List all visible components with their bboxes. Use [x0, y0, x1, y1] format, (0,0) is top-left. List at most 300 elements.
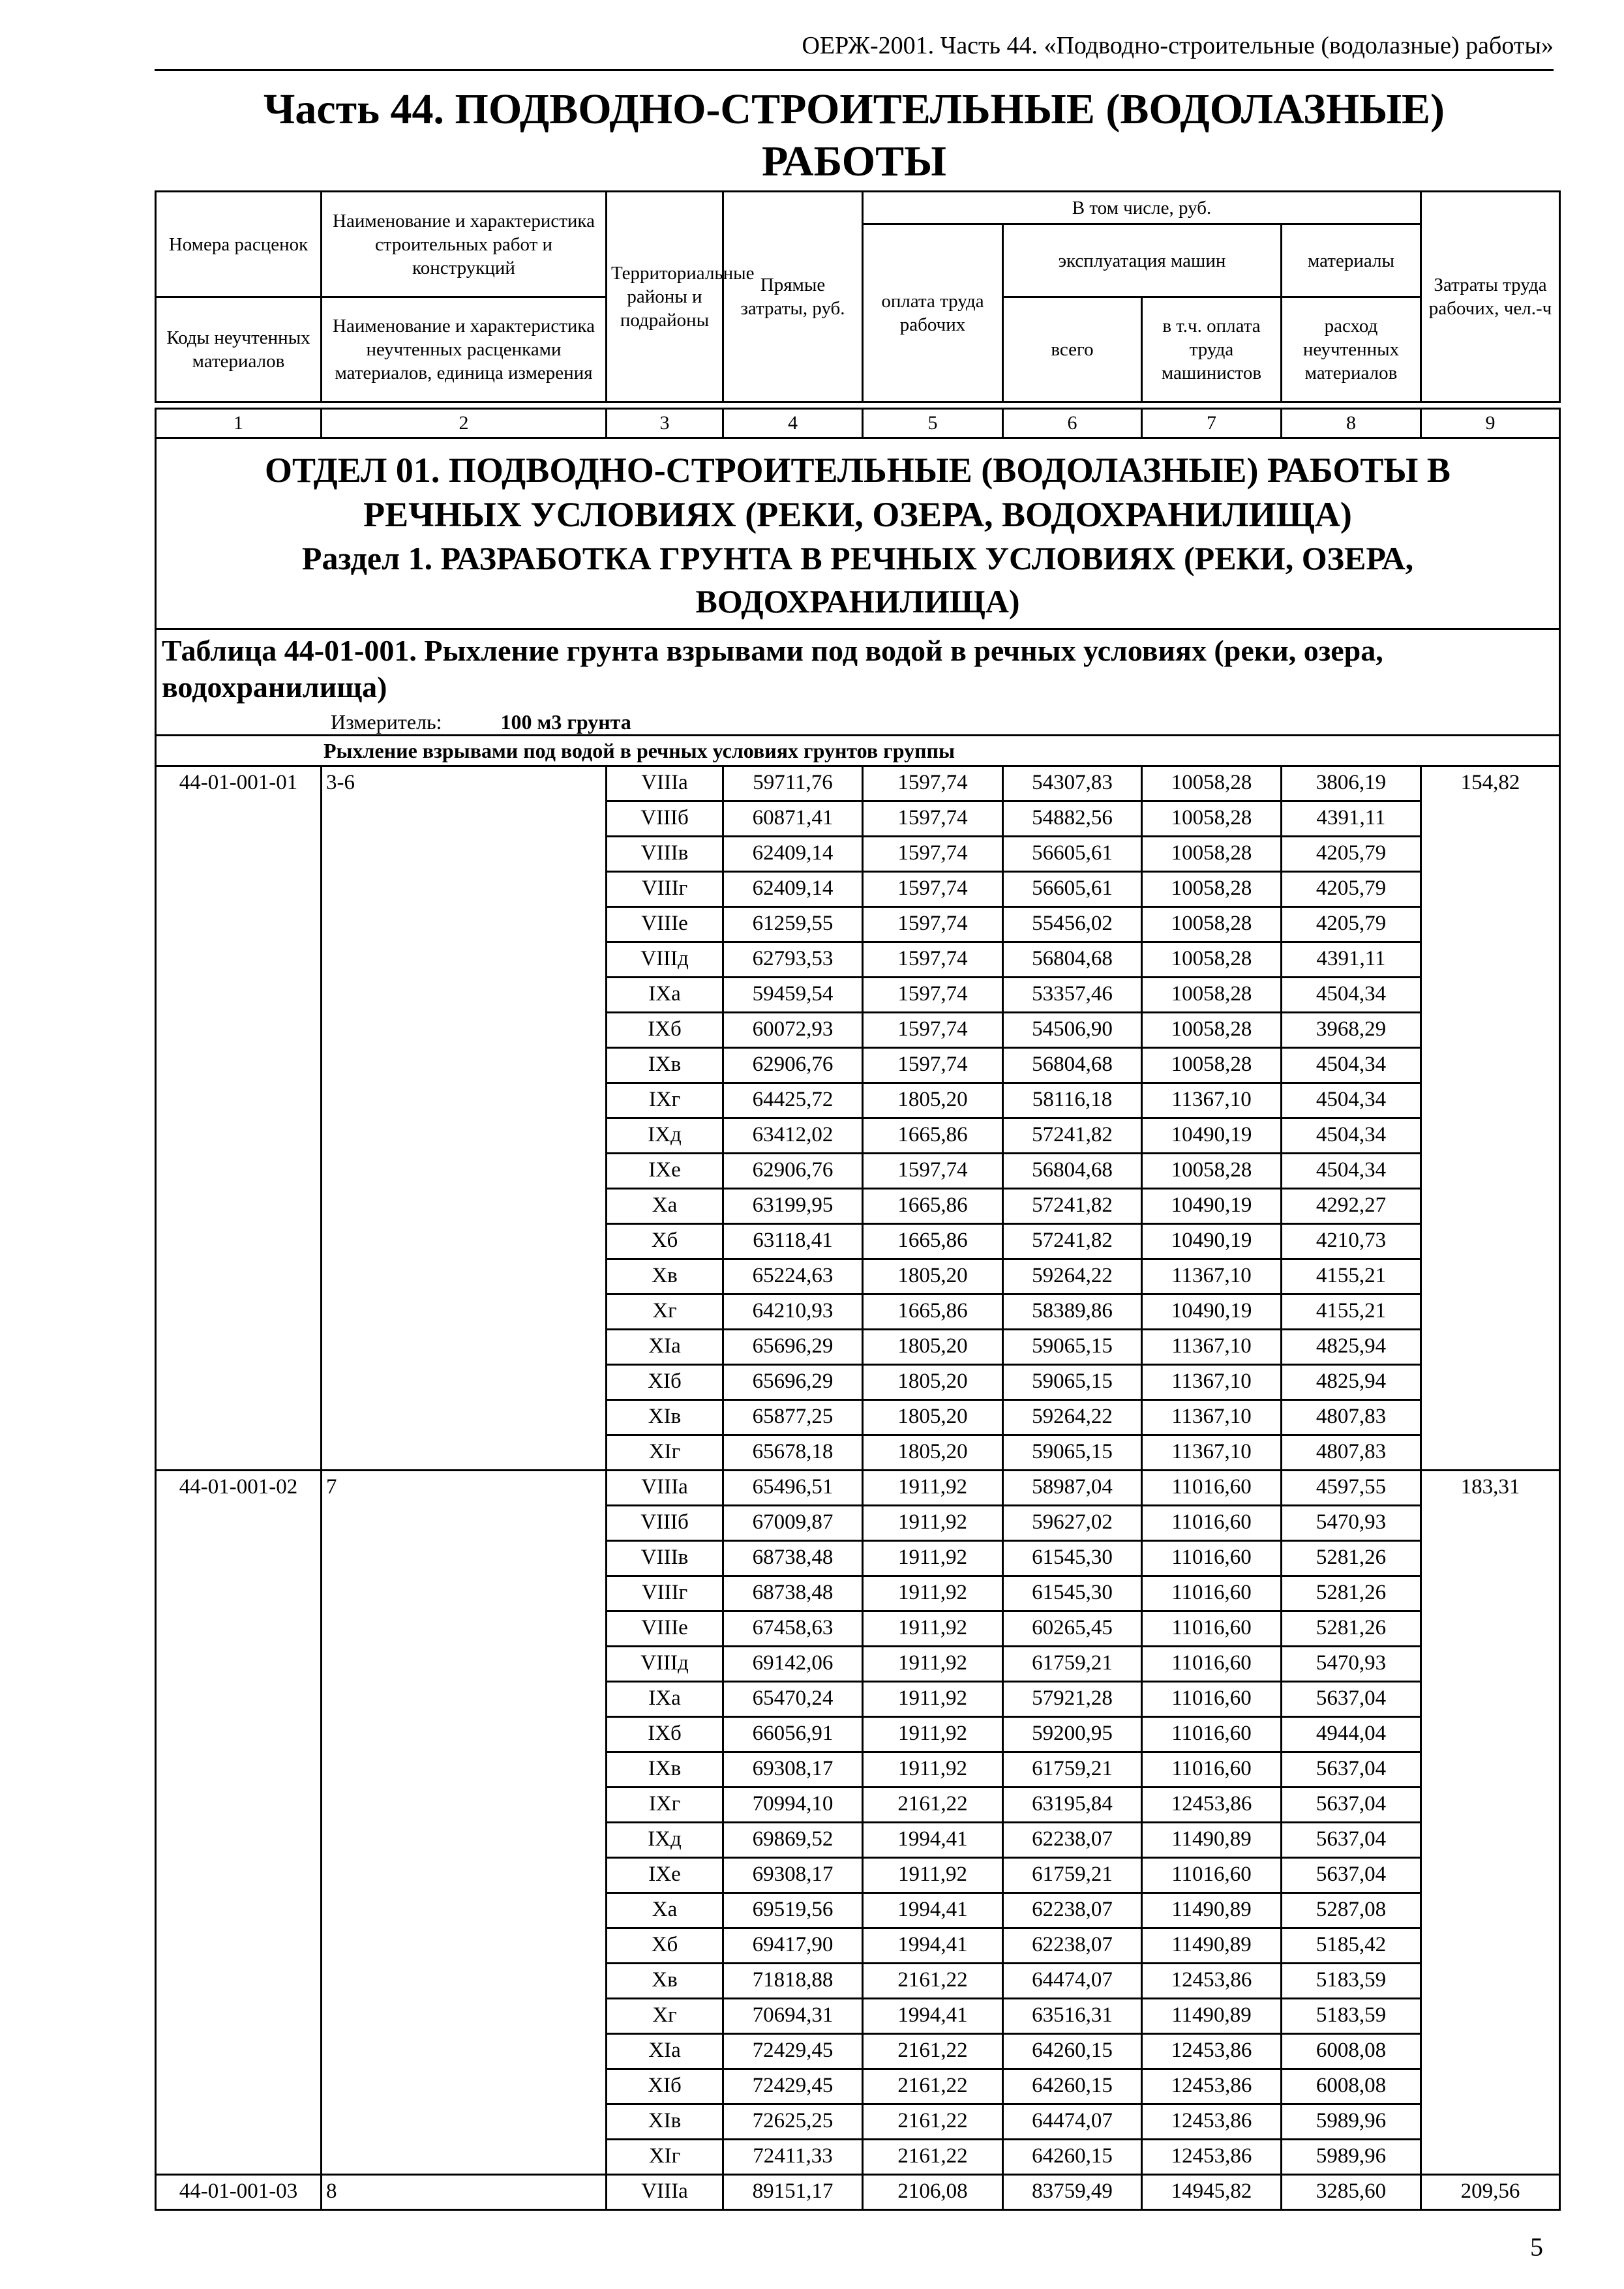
direct-costs-cell: 63199,95: [723, 1189, 863, 1224]
labor-costs-cell: 154,82: [1421, 766, 1560, 1471]
materials-cell: 4391,11: [1282, 942, 1421, 978]
materials-cell: 4210,73: [1282, 1224, 1421, 1259]
materials-cell: 4807,83: [1282, 1435, 1421, 1471]
direct-costs-cell: 59711,76: [723, 766, 863, 801]
direct-costs-cell: 70994,10: [723, 1788, 863, 1823]
worker-pay-cell: 1597,74: [863, 1013, 1003, 1048]
territory-cell: IXб: [607, 1717, 723, 1752]
machines-total-cell: 59264,22: [1003, 1400, 1142, 1435]
machines-total-cell: 64474,07: [1003, 2104, 1142, 2140]
materials-cell: 4825,94: [1282, 1365, 1421, 1400]
materials-cell: 5637,04: [1282, 1752, 1421, 1788]
direct-costs-cell: 62906,76: [723, 1048, 863, 1083]
operators-pay-cell: 11016,60: [1142, 1541, 1282, 1576]
worker-pay-cell: 2161,22: [863, 2069, 1003, 2104]
territory-cell: IXе: [607, 1154, 723, 1189]
worker-pay-cell: 1805,20: [863, 1330, 1003, 1365]
direct-costs-cell: 65678,18: [723, 1435, 863, 1471]
col-header-direct-costs: Прямые затраты, руб.: [723, 192, 863, 402]
worker-pay-cell: 2106,08: [863, 2175, 1003, 2210]
direct-costs-cell: 67009,87: [723, 1506, 863, 1541]
column-number: 1: [156, 409, 322, 438]
page-number: 5: [1530, 2232, 1543, 2262]
territory-cell: VIIIд: [607, 1647, 723, 1682]
territory-cell: IXг: [607, 1083, 723, 1118]
worker-pay-cell: 1911,92: [863, 1576, 1003, 1611]
operators-pay-cell: 11016,60: [1142, 1576, 1282, 1611]
column-number: 4: [723, 409, 863, 438]
machines-total-cell: 58389,86: [1003, 1294, 1142, 1330]
col-header-machines-total: всего: [1003, 297, 1142, 402]
machines-total-cell: 53357,46: [1003, 978, 1142, 1013]
department-line-1: ОТДЕЛ 01. ПОДВОДНО-СТРОИТЕЛЬНЫЕ (ВОДОЛАЗНЫЕ) РАБОТЫ В: [265, 451, 1451, 490]
direct-costs-cell: 64425,72: [723, 1083, 863, 1118]
materials-cell: 4504,34: [1282, 1118, 1421, 1154]
worker-pay-cell: 1911,92: [863, 1471, 1003, 1506]
operators-pay-cell: 12453,86: [1142, 2034, 1282, 2069]
worker-pay-cell: 1597,74: [863, 1154, 1003, 1189]
operators-pay-cell: 11367,10: [1142, 1330, 1282, 1365]
operators-pay-cell: 11016,60: [1142, 1506, 1282, 1541]
materials-cell: 5637,04: [1282, 1788, 1421, 1823]
territory-cell: XIб: [607, 1365, 723, 1400]
title-line-2: РАБОТЫ: [762, 138, 946, 185]
operators-pay-cell: 10058,28: [1142, 837, 1282, 872]
operators-pay-cell: 10490,19: [1142, 1118, 1282, 1154]
operators-pay-cell: 11016,60: [1142, 1647, 1282, 1682]
materials-cell: 5281,26: [1282, 1541, 1421, 1576]
materials-cell: 5281,26: [1282, 1611, 1421, 1647]
machines-total-cell: 62238,07: [1003, 1893, 1142, 1928]
operators-pay-cell: 11490,89: [1142, 1823, 1282, 1858]
col-header-material-names: Наименование и характеристика неучтенных расценками материалов, единица измерения: [322, 297, 607, 402]
machines-total-cell: 57921,28: [1003, 1682, 1142, 1717]
direct-costs-cell: 69142,06: [723, 1647, 863, 1682]
machines-total-cell: 62238,07: [1003, 1823, 1142, 1858]
territory-cell: VIIIб: [607, 801, 723, 837]
worker-pay-cell: 1597,74: [863, 907, 1003, 942]
materials-cell: 4391,11: [1282, 801, 1421, 837]
table-caption-cell: [156, 629, 1560, 736]
territory-cell: Xа: [607, 1189, 723, 1224]
column-number: 6: [1003, 409, 1142, 438]
worker-pay-cell: 2161,22: [863, 1964, 1003, 1999]
group-heading: Рыхление взрывами под водой в речных условиях грунтов группы: [156, 736, 1560, 766]
column-number: 7: [1142, 409, 1282, 438]
title-line-1: Часть 44. ПОДВОДНО-СТРОИТЕЛЬНЫЕ (ВОДОЛАЗНЫЕ): [263, 85, 1445, 133]
machines-total-cell: 58987,04: [1003, 1471, 1142, 1506]
machines-total-cell: 61545,30: [1003, 1541, 1142, 1576]
territory-cell: XIб: [607, 2069, 723, 2104]
direct-costs-cell: 60072,93: [723, 1013, 863, 1048]
operators-pay-cell: 10058,28: [1142, 801, 1282, 837]
direct-costs-cell: 60871,41: [723, 801, 863, 837]
territory-cell: VIIIе: [607, 1611, 723, 1647]
worker-pay-cell: 1911,92: [863, 1858, 1003, 1893]
operators-pay-cell: 11490,89: [1142, 1999, 1282, 2034]
table-row: [156, 1471, 1560, 1506]
direct-costs-cell: 72411,33: [723, 2140, 863, 2175]
col-header-operators-pay: в т.ч. оплата труда машинистов: [1142, 297, 1282, 402]
machines-total-cell: 57241,82: [1003, 1189, 1142, 1224]
machines-total-cell: 59065,15: [1003, 1365, 1142, 1400]
territory-cell: VIIIв: [607, 1541, 723, 1576]
worker-pay-cell: 2161,22: [863, 1788, 1003, 1823]
direct-costs-cell: 65224,63: [723, 1259, 863, 1294]
machines-total-cell: 58116,18: [1003, 1083, 1142, 1118]
worker-pay-cell: 1994,41: [863, 1928, 1003, 1964]
col-header-rate-numbers: Номера расценок: [156, 192, 322, 297]
materials-cell: 4504,34: [1282, 1048, 1421, 1083]
materials-cell: 3968,29: [1282, 1013, 1421, 1048]
operators-pay-cell: 11367,10: [1142, 1435, 1282, 1471]
col-header-work-name: Наименование и характеристика строительных работ и конструкций: [322, 192, 607, 297]
operators-pay-cell: 11490,89: [1142, 1928, 1282, 1964]
materials-cell: 5183,59: [1282, 1999, 1421, 2034]
materials-cell: 5637,04: [1282, 1682, 1421, 1717]
machines-total-cell: 56605,61: [1003, 872, 1142, 907]
machines-total-cell: 56804,68: [1003, 942, 1142, 978]
worker-pay-cell: 1805,20: [863, 1400, 1003, 1435]
operators-pay-cell: 12453,86: [1142, 2069, 1282, 2104]
territory-cell: Xб: [607, 1224, 723, 1259]
materials-cell: 5287,08: [1282, 1893, 1421, 1928]
direct-costs-cell: 68738,48: [723, 1541, 863, 1576]
running-header: ОЕРЖ-2001. Часть 44. «Подводно-строительные (водолазные) работы»: [155, 26, 1554, 71]
rate-code: 44-01-001-02: [156, 1471, 322, 2175]
territory-cell: XIа: [607, 2034, 723, 2069]
column-number: 8: [1282, 409, 1421, 438]
operators-pay-cell: 10058,28: [1142, 1013, 1282, 1048]
machines-total-cell: 59627,02: [1003, 1506, 1142, 1541]
rates-table: [155, 190, 1561, 2211]
machines-total-cell: 60265,45: [1003, 1611, 1142, 1647]
operators-pay-cell: 12453,86: [1142, 2104, 1282, 2140]
direct-costs-cell: 65470,24: [723, 1682, 863, 1717]
territory-cell: VIIIа: [607, 1471, 723, 1506]
col-header-machines: эксплуатация машин: [1003, 224, 1282, 297]
territory-cell: Xг: [607, 1294, 723, 1330]
direct-costs-cell: 65496,51: [723, 1471, 863, 1506]
materials-cell: 5281,26: [1282, 1576, 1421, 1611]
operators-pay-cell: 11367,10: [1142, 1400, 1282, 1435]
department-line-2: РЕЧНЫХ УСЛОВИЯХ (РЕКИ, ОЗЕРА, ВОДОХРАНИЛИЩА): [363, 495, 1352, 534]
worker-pay-cell: 1994,41: [863, 1893, 1003, 1928]
territory-cell: IXг: [607, 1788, 723, 1823]
direct-costs-cell: 72429,45: [723, 2069, 863, 2104]
operators-pay-cell: 11016,60: [1142, 1682, 1282, 1717]
worker-pay-cell: 1665,86: [863, 1294, 1003, 1330]
direct-costs-cell: 72625,25: [723, 2104, 863, 2140]
column-number: 3: [607, 409, 723, 438]
operators-pay-cell: 12453,86: [1142, 1964, 1282, 1999]
territory-cell: IXд: [607, 1823, 723, 1858]
table-body: [156, 766, 1560, 2210]
operators-pay-cell: 10058,28: [1142, 1154, 1282, 1189]
territory-cell: XIв: [607, 2104, 723, 2140]
materials-cell: 4504,34: [1282, 1083, 1421, 1118]
section-line-1: Раздел 1. РАЗРАБОТКА ГРУНТА В РЕЧНЫХ УСЛОВИЯХ (РЕКИ, ОЗЕРА,: [301, 540, 1414, 576]
operators-pay-cell: 10058,28: [1142, 1048, 1282, 1083]
worker-pay-cell: 1805,20: [863, 1435, 1003, 1471]
operators-pay-cell: 14945,82: [1142, 2175, 1282, 2210]
machines-total-cell: 61759,21: [1003, 1858, 1142, 1893]
materials-cell: 5989,96: [1282, 2104, 1421, 2140]
operators-pay-cell: 10058,28: [1142, 766, 1282, 801]
direct-costs-cell: 65696,29: [723, 1330, 863, 1365]
col-header-materials: материалы: [1282, 224, 1421, 297]
machines-total-cell: 55456,02: [1003, 907, 1142, 942]
machines-total-cell: 62238,07: [1003, 1928, 1142, 1964]
direct-costs-cell: 70694,31: [723, 1999, 863, 2034]
page-title: [155, 83, 1554, 188]
machines-total-cell: 59065,15: [1003, 1330, 1142, 1365]
direct-costs-cell: 69308,17: [723, 1858, 863, 1893]
column-number: 2: [322, 409, 607, 438]
worker-pay-cell: 2161,22: [863, 2140, 1003, 2175]
materials-cell: 4155,21: [1282, 1259, 1421, 1294]
materials-cell: 5989,96: [1282, 2140, 1421, 2175]
machines-total-cell: 56804,68: [1003, 1154, 1142, 1189]
machines-total-cell: 64474,07: [1003, 1964, 1142, 1999]
measure-line: [157, 710, 1559, 734]
section-line-2: ВОДОХРАНИЛИЩА): [695, 583, 1020, 620]
territory-cell: VIIIа: [607, 2175, 723, 2210]
operators-pay-cell: 10490,19: [1142, 1224, 1282, 1259]
direct-costs-cell: 72429,45: [723, 2034, 863, 2069]
territory-cell: IXв: [607, 1048, 723, 1083]
materials-cell: 4292,27: [1282, 1189, 1421, 1224]
worker-pay-cell: 1911,92: [863, 1541, 1003, 1576]
materials-cell: 4504,34: [1282, 978, 1421, 1013]
operators-pay-cell: 10490,19: [1142, 1294, 1282, 1330]
measure-value: 100 м3 грунта: [500, 710, 631, 734]
machines-total-cell: 61759,21: [1003, 1752, 1142, 1788]
territory-cell: IXа: [607, 1682, 723, 1717]
worker-pay-cell: 1911,92: [863, 1717, 1003, 1752]
operators-pay-cell: 10058,28: [1142, 907, 1282, 942]
operators-pay-cell: 11367,10: [1142, 1365, 1282, 1400]
materials-cell: 4155,21: [1282, 1294, 1421, 1330]
table-caption: Таблица 44-01-001. Рыхление грунта взрывами под водой в речных условиях (реки, озера, водохранилища): [162, 634, 1383, 704]
labor-costs-cell: 183,31: [1421, 1471, 1560, 2175]
machines-total-cell: 59065,15: [1003, 1435, 1142, 1471]
materials-cell: 4504,34: [1282, 1154, 1421, 1189]
territory-cell: VIIIг: [607, 1576, 723, 1611]
machines-total-cell: 54506,90: [1003, 1013, 1142, 1048]
soil-group: 8: [322, 2175, 607, 2210]
machines-total-cell: 61759,21: [1003, 1647, 1142, 1682]
rate-code: 44-01-001-01: [156, 766, 322, 1471]
column-number: 5: [863, 409, 1003, 438]
machines-total-cell: 64260,15: [1003, 2034, 1142, 2069]
col-header-labor-costs: Затраты труда рабочих, чел.-ч: [1421, 192, 1560, 402]
column-number: 9: [1421, 409, 1560, 438]
direct-costs-cell: 59459,54: [723, 978, 863, 1013]
table-row: [156, 766, 1560, 801]
territory-cell: IXа: [607, 978, 723, 1013]
worker-pay-cell: 1911,92: [863, 1611, 1003, 1647]
direct-costs-cell: 62906,76: [723, 1154, 863, 1189]
direct-costs-cell: 64210,93: [723, 1294, 863, 1330]
machines-total-cell: 57241,82: [1003, 1118, 1142, 1154]
territory-cell: VIIIб: [607, 1506, 723, 1541]
operators-pay-cell: 11490,89: [1142, 1893, 1282, 1928]
machines-total-cell: 64260,15: [1003, 2140, 1142, 2175]
worker-pay-cell: 1911,92: [863, 1506, 1003, 1541]
direct-costs-cell: 89151,17: [723, 2175, 863, 2210]
worker-pay-cell: 1805,20: [863, 1259, 1003, 1294]
materials-cell: 5637,04: [1282, 1858, 1421, 1893]
machines-total-cell: 59264,22: [1003, 1259, 1142, 1294]
worker-pay-cell: 1597,74: [863, 837, 1003, 872]
territory-cell: VIIIг: [607, 872, 723, 907]
worker-pay-cell: 1597,74: [863, 942, 1003, 978]
materials-cell: 6008,08: [1282, 2069, 1421, 2104]
materials-cell: 5185,42: [1282, 1928, 1421, 1964]
operators-pay-cell: 10490,19: [1142, 1189, 1282, 1224]
operators-pay-cell: 11016,60: [1142, 1858, 1282, 1893]
direct-costs-cell: 67458,63: [723, 1611, 863, 1647]
machines-total-cell: 54307,83: [1003, 766, 1142, 801]
operators-pay-cell: 11016,60: [1142, 1471, 1282, 1506]
machines-total-cell: 63516,31: [1003, 1999, 1142, 2034]
materials-cell: 4205,79: [1282, 872, 1421, 907]
column-numbers-row: [156, 409, 1560, 438]
machines-total-cell: 56605,61: [1003, 837, 1142, 872]
territory-cell: IXд: [607, 1118, 723, 1154]
worker-pay-cell: 1597,74: [863, 766, 1003, 801]
rate-code: 44-01-001-03: [156, 2175, 322, 2210]
operators-pay-cell: 10058,28: [1142, 872, 1282, 907]
territory-cell: XIг: [607, 2140, 723, 2175]
soil-group: 7: [322, 1471, 607, 2175]
territory-cell: VIIIе: [607, 907, 723, 942]
materials-cell: 4807,83: [1282, 1400, 1421, 1435]
col-header-territory: Территориальные районы и подрайоны: [607, 192, 723, 402]
labor-costs-cell: 209,56: [1421, 2175, 1560, 2210]
machines-total-cell: 63195,84: [1003, 1788, 1142, 1823]
direct-costs-cell: 66056,91: [723, 1717, 863, 1752]
operators-pay-cell: 11367,10: [1142, 1083, 1282, 1118]
worker-pay-cell: 2161,22: [863, 2104, 1003, 2140]
direct-costs-cell: 63412,02: [723, 1118, 863, 1154]
worker-pay-cell: 1597,74: [863, 978, 1003, 1013]
territory-cell: Xб: [607, 1928, 723, 1964]
direct-costs-cell: 65877,25: [723, 1400, 863, 1435]
direct-costs-cell: 61259,55: [723, 907, 863, 942]
territory-cell: VIIIд: [607, 942, 723, 978]
worker-pay-cell: 1911,92: [863, 1682, 1003, 1717]
machines-total-cell: 83759,49: [1003, 2175, 1142, 2210]
machines-total-cell: 56804,68: [1003, 1048, 1142, 1083]
worker-pay-cell: 1805,20: [863, 1083, 1003, 1118]
direct-costs-cell: 65696,29: [723, 1365, 863, 1400]
worker-pay-cell: 1805,20: [863, 1365, 1003, 1400]
materials-cell: 4597,55: [1282, 1471, 1421, 1506]
col-header-worker-pay: оплата труда рабочих: [863, 224, 1003, 402]
col-header-material-consumption: расход неучтенных материалов: [1282, 297, 1421, 402]
operators-pay-cell: 11016,60: [1142, 1611, 1282, 1647]
worker-pay-cell: 1994,41: [863, 1823, 1003, 1858]
operators-pay-cell: 10058,28: [1142, 978, 1282, 1013]
direct-costs-cell: 62793,53: [723, 942, 863, 978]
operators-pay-cell: 11367,10: [1142, 1259, 1282, 1294]
materials-cell: 5470,93: [1282, 1647, 1421, 1682]
direct-costs-cell: 69417,90: [723, 1928, 863, 1964]
territory-cell: IXб: [607, 1013, 723, 1048]
territory-cell: IXв: [607, 1752, 723, 1788]
territory-cell: Xв: [607, 1259, 723, 1294]
materials-cell: 5183,59: [1282, 1964, 1421, 1999]
soil-group: 3-6: [322, 766, 607, 1471]
department-heading: [156, 438, 1560, 629]
direct-costs-cell: 69869,52: [723, 1823, 863, 1858]
materials-cell: 4825,94: [1282, 1330, 1421, 1365]
operators-pay-cell: 12453,86: [1142, 2140, 1282, 2175]
measure-label: Измеритель:: [331, 710, 442, 734]
worker-pay-cell: 1597,74: [863, 1048, 1003, 1083]
col-header-material-codes: Коды неучтенных материалов: [156, 297, 322, 402]
operators-pay-cell: 10058,28: [1142, 942, 1282, 978]
worker-pay-cell: 1911,92: [863, 1752, 1003, 1788]
territory-cell: Xа: [607, 1893, 723, 1928]
direct-costs-cell: 62409,14: [723, 872, 863, 907]
machines-total-cell: 61545,30: [1003, 1576, 1142, 1611]
territory-cell: VIIIа: [607, 766, 723, 801]
direct-costs-cell: 62409,14: [723, 837, 863, 872]
direct-costs-cell: 71818,88: [723, 1964, 863, 1999]
materials-cell: 4205,79: [1282, 907, 1421, 942]
operators-pay-cell: 11016,60: [1142, 1717, 1282, 1752]
worker-pay-cell: 1665,86: [863, 1118, 1003, 1154]
materials-cell: 3806,19: [1282, 766, 1421, 801]
machines-total-cell: 59200,95: [1003, 1717, 1142, 1752]
operators-pay-cell: 11016,60: [1142, 1752, 1282, 1788]
materials-cell: 5637,04: [1282, 1823, 1421, 1858]
worker-pay-cell: 1665,86: [863, 1189, 1003, 1224]
materials-cell: 4944,04: [1282, 1717, 1421, 1752]
operators-pay-cell: 12453,86: [1142, 1788, 1282, 1823]
machines-total-cell: 64260,15: [1003, 2069, 1142, 2104]
materials-cell: 5470,93: [1282, 1506, 1421, 1541]
direct-costs-cell: 68738,48: [723, 1576, 863, 1611]
worker-pay-cell: 1911,92: [863, 1647, 1003, 1682]
territory-cell: XIа: [607, 1330, 723, 1365]
col-header-including: В том числе, руб.: [863, 192, 1421, 224]
direct-costs-cell: 69308,17: [723, 1752, 863, 1788]
materials-cell: 3285,60: [1282, 2175, 1421, 2210]
territory-cell: Xв: [607, 1964, 723, 1999]
worker-pay-cell: 1597,74: [863, 872, 1003, 907]
worker-pay-cell: 1665,86: [863, 1224, 1003, 1259]
machines-total-cell: 54882,56: [1003, 801, 1142, 837]
materials-cell: 4205,79: [1282, 837, 1421, 872]
direct-costs-cell: 63118,41: [723, 1224, 863, 1259]
territory-cell: Xг: [607, 1999, 723, 2034]
machines-total-cell: 57241,82: [1003, 1224, 1142, 1259]
territory-cell: VIIIв: [607, 837, 723, 872]
worker-pay-cell: 1994,41: [863, 1999, 1003, 2034]
worker-pay-cell: 1597,74: [863, 801, 1003, 837]
table-row: [156, 2175, 1560, 2210]
direct-costs-cell: 69519,56: [723, 1893, 863, 1928]
territory-cell: IXе: [607, 1858, 723, 1893]
worker-pay-cell: 2161,22: [863, 2034, 1003, 2069]
territory-cell: XIв: [607, 1400, 723, 1435]
materials-cell: 6008,08: [1282, 2034, 1421, 2069]
territory-cell: XIг: [607, 1435, 723, 1471]
